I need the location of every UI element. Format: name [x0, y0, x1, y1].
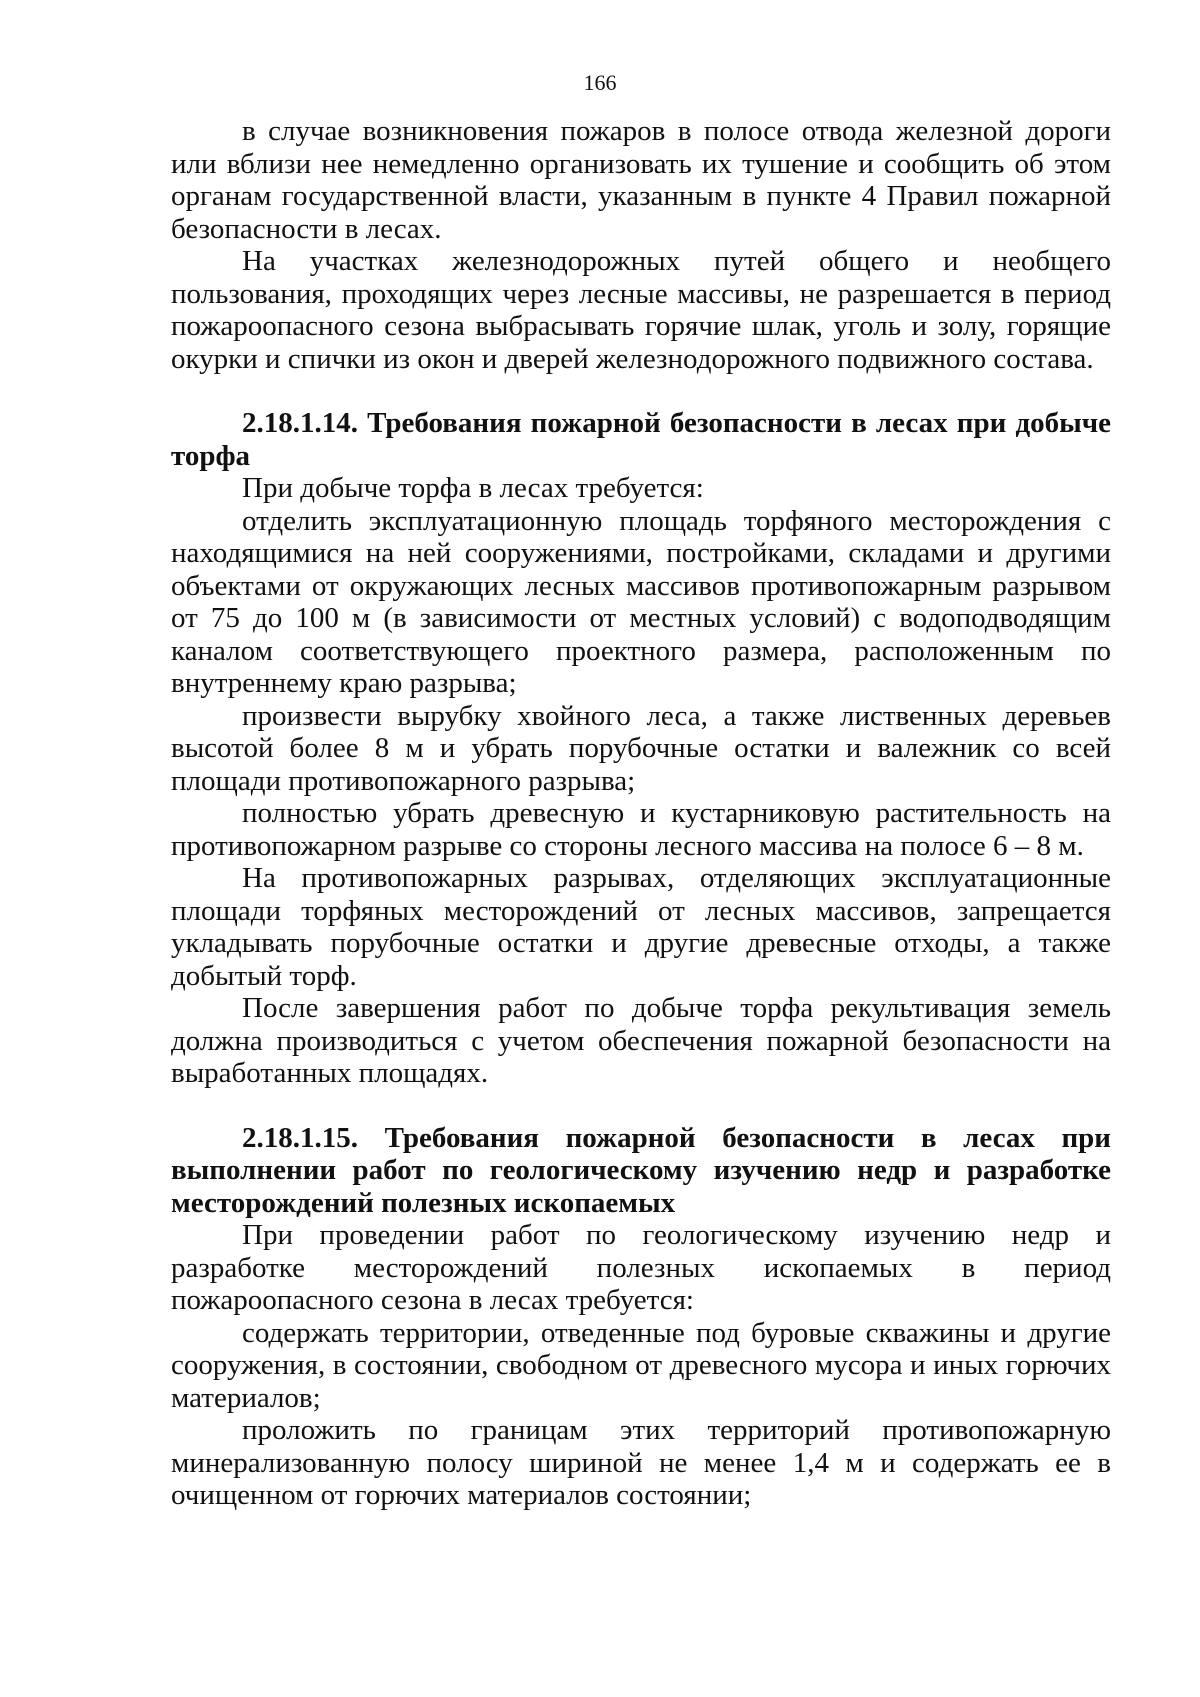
- paragraph: При проведении работ по геологическому изучению недр и разработке месторождений полезных ископаемых в период пожароопасного сезона в лесах требуется:: [171, 1219, 1111, 1316]
- document-body: [171, 115, 1111, 1512]
- paragraph: проложить по границам этих территорий противопожарную минерализованную полосу шириной не менее 1,4 м и содержать ее в очищенном от горючих материалов состоянии;: [171, 1414, 1111, 1511]
- paragraph: произвести вырубку хвойного леса, а также лиственных деревьев высотой более 8 м и убрать порубочные остатки и валежник со всей площади противопожарного разрыва;: [171, 699, 1111, 797]
- paragraph: При добыче торфа в лесах требуется:: [242, 472, 704, 504]
- paragraph: На участках железнодорожных путей общего и необщего пользования, проходящих через лесные массивы, не разрешается в период пожароопасного сезона выбрасывать горячие шлак, уголь и золу, горящие окурки и спички из окон и дверей железнодорожного подвижного состава.: [171, 245, 1111, 375]
- section-heading: 2.18.1.14. Требования пожарной безопасности в лесах при добыче торфа: [171, 407, 1111, 472]
- section-heading: 2.18.1.15. Требования пожарной безопасности в лесах при выполнении работ по геологическому изучению недр и разработке месторождений полезных ископаемых: [171, 1121, 1111, 1219]
- page-number: 166: [583, 70, 617, 95]
- paragraph: полностью убрать древесную и кустарниковую растительность на противопожарном разрыве со стороны лесного массива на полосе 6 – 8 м.: [171, 797, 1111, 862]
- paragraph: содержать территории, отведенные под буровые скважины и другие сооружения, в состоянии, свободном от древесного мусора и иных горючих материалов;: [171, 1316, 1111, 1414]
- paragraph: На противопожарных разрывах, отделяющих эксплуатационные площади торфяных месторождений от лесных массивов, запрещается укладывать порубочные остатки и другие древесные отходы, а также добытый торф.: [171, 862, 1111, 992]
- paragraph: отделить эксплуатационную площадь торфяного месторождения с находящимися на ней сооружениями, постройками, складами и другими объектами от окружающих лесных массивов противопожарным разрывом от 75 до 100 м (в зависимости от местных условий) с водоподводящим каналом соответствующего проектного размера, расположенным по внутреннему краю разрыва;: [171, 504, 1111, 699]
- paragraph: в случае возникновения пожаров в полосе отвода железной дороги или вблизи нее немедленно организовать их тушение и сообщить об этом органам государственной власти, указанным в пункте 4 Правил пожарной безопасности в лесах.: [171, 115, 1111, 245]
- paragraph: После завершения работ по добыче торфа рекультивация земель должна производиться с учетом обеспечения пожарной безопасности на выработанных площадях.: [171, 992, 1111, 1089]
